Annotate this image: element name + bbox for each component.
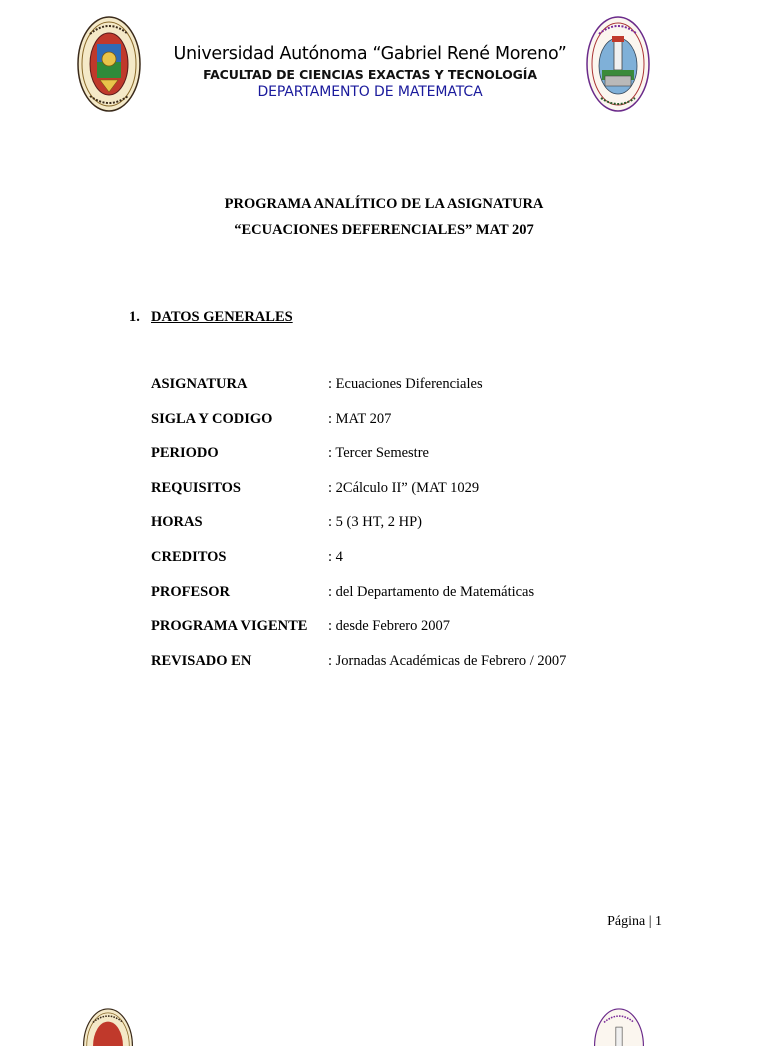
university-seal-icon bbox=[82, 1006, 134, 1046]
general-data-list bbox=[151, 376, 671, 687]
data-value: : 5 (3 HT, 2 HP) bbox=[328, 514, 422, 531]
data-value: : 2Cálculo II” (MAT 1029 bbox=[328, 479, 480, 496]
data-row-periodo bbox=[151, 445, 671, 480]
section-heading bbox=[129, 309, 293, 326]
page-number: Página | 1 bbox=[607, 914, 662, 929]
faculty-seal-icon bbox=[585, 14, 651, 114]
data-row-profesor bbox=[151, 584, 671, 619]
data-row-programa-vigente bbox=[151, 618, 671, 653]
department-name: DEPARTAMENTO DE MATEMATCA bbox=[257, 84, 483, 100]
section-number: 1. bbox=[129, 309, 140, 325]
data-value: : 4 bbox=[328, 548, 343, 565]
data-key: ASIGNATURA bbox=[151, 376, 248, 392]
data-row-requisitos bbox=[151, 480, 671, 515]
data-row-sigla bbox=[151, 411, 671, 446]
data-row-creditos bbox=[151, 549, 671, 584]
data-row-revisado-en bbox=[151, 653, 671, 688]
section-label: DATOS GENERALES bbox=[151, 309, 293, 325]
data-row-horas bbox=[151, 514, 671, 549]
data-key: REVISADO EN bbox=[151, 652, 252, 669]
university-seal-icon bbox=[76, 14, 142, 114]
document-title-line-1: PROGRAMA ANALÍTICO DE LA ASIGNATURA bbox=[224, 196, 544, 212]
university-name: Universidad Autónoma “Gabriel René Moreno” bbox=[173, 44, 567, 64]
data-value: : Ecuaciones Diferenciales bbox=[328, 376, 483, 392]
data-value: : del Departamento de Matemáticas bbox=[328, 583, 535, 600]
data-key: HORAS bbox=[151, 514, 203, 531]
data-key: PERIODO bbox=[151, 445, 219, 462]
faculty-seal-icon bbox=[593, 1006, 645, 1046]
data-value: : MAT 207 bbox=[328, 410, 392, 427]
document-title-line-2: “ECUACIONES DEFERENCIALES” MAT 207 bbox=[234, 222, 534, 238]
data-key: REQUISITOS bbox=[151, 479, 241, 496]
data-value: : desde Febrero 2007 bbox=[328, 618, 451, 635]
data-key: PROGRAMA VIGENTE bbox=[151, 618, 308, 635]
data-value: : Jornadas Académicas de Febrero / 2007 bbox=[328, 652, 567, 669]
data-key: PROFESOR bbox=[151, 583, 230, 600]
data-value: : Tercer Semestre bbox=[328, 445, 429, 462]
data-row-asignatura bbox=[151, 376, 671, 411]
data-key: SIGLA Y CODIGO bbox=[151, 410, 273, 427]
data-key: CREDITOS bbox=[151, 548, 227, 565]
faculty-name: FACULTAD DE CIENCIAS EXACTAS Y TECNOLOGÍA bbox=[203, 67, 537, 82]
